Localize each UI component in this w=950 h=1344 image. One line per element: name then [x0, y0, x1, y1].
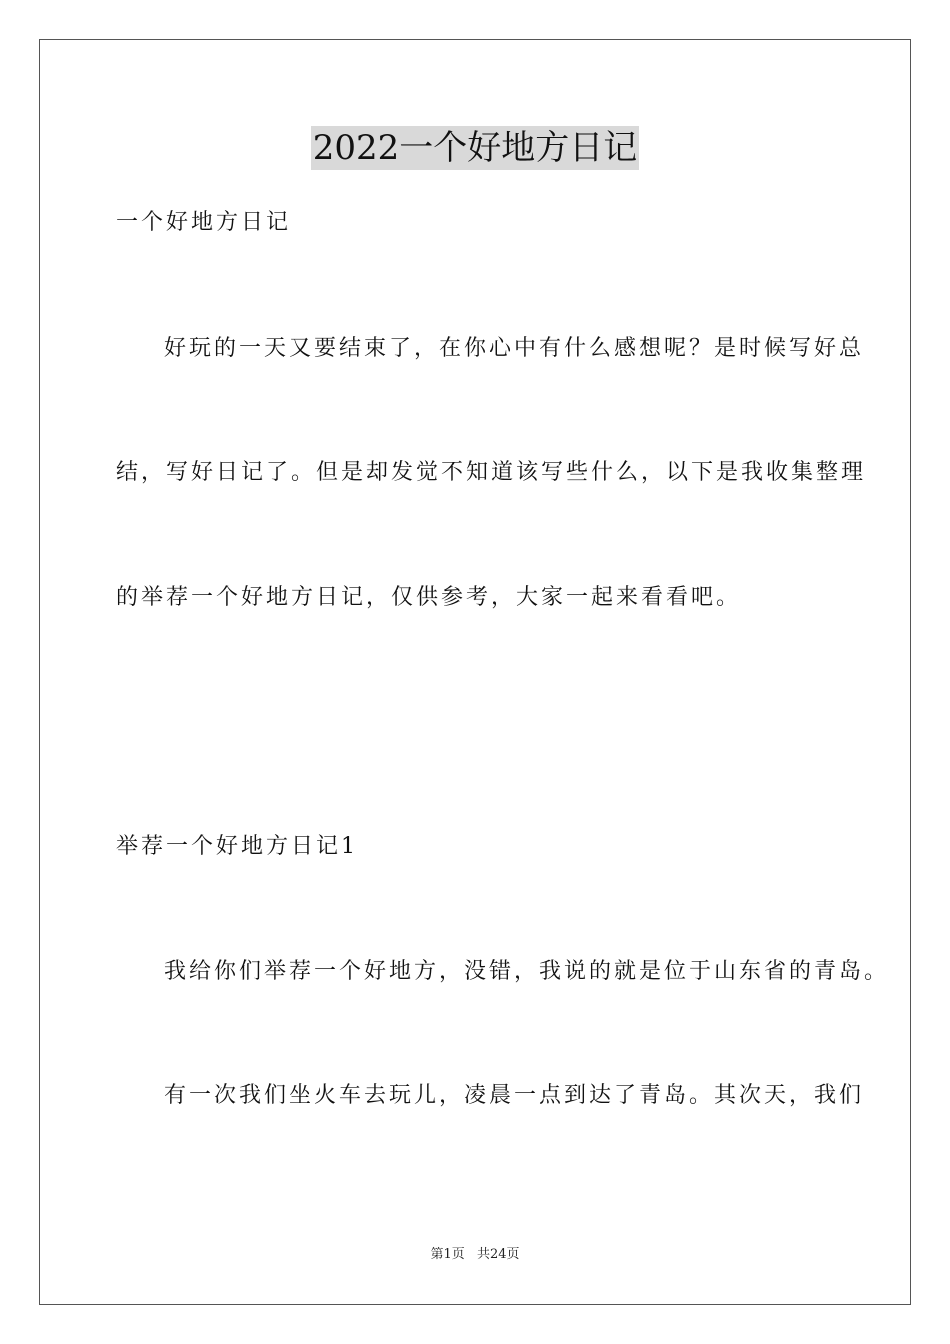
section-heading: 举荐一个好地方日记1	[116, 834, 358, 859]
document-title: 2022一个好地方日记	[312, 128, 638, 168]
body-line-2: 有一次我们坐火车去玩儿，凌晨一点到达了青岛。其次天，我们	[164, 1083, 865, 1108]
intro-line-1: 好玩的一天又要结束了，在你心中有什么感想呢？是时候写好总	[164, 336, 865, 361]
intro-line-2: 结，写好日记了。但是却发觉不知道该写些什么，以下是我收集整理	[116, 460, 867, 485]
page-number-total: 共24页	[476, 1247, 520, 1262]
page-footer	[0, 1246, 950, 1264]
intro-line-3: 的举荐一个好地方日记，仅供参考，大家一起来看看吧。	[116, 585, 742, 610]
page-number-current: 第1页	[430, 1247, 465, 1262]
body-line-1: 我给你们举荐一个好地方，没错，我说的就是位于山东省的青岛。	[164, 959, 890, 984]
document-subtitle: 一个好地方日记	[116, 210, 292, 235]
title-container	[0, 126, 950, 170]
